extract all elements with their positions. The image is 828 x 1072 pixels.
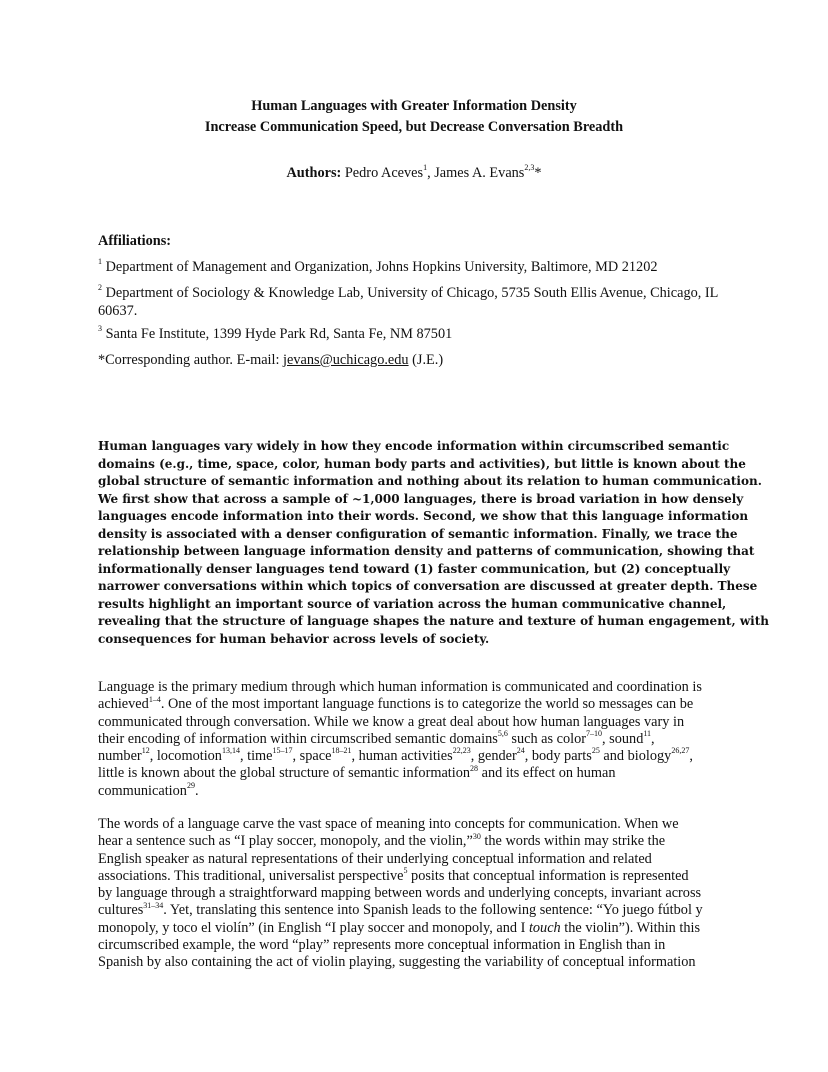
text-run: their encoding of information within circumscribed semantic domains <box>98 730 498 747</box>
affiliation-item-1 <box>98 258 738 276</box>
text-run: Language is the primary medium through which human information is communicated and coordination is <box>98 679 702 695</box>
corresponding-star: * <box>534 165 542 181</box>
citation-sup: 22,23 <box>452 746 471 756</box>
paragraph-line <box>98 679 730 696</box>
affiliation-text: Department of Management and Organization, Johns Hopkins University, Baltimore, MD 21202 <box>102 259 658 275</box>
text-run: The words of a language carve the vast space of meaning into concepts for communication. When we <box>98 816 679 832</box>
text-run: . One of the most important language functions is to categorize the world so messages can be <box>160 696 694 713</box>
citation-sup: 13,14 <box>221 746 240 756</box>
author-separator: , <box>427 165 435 181</box>
paragraph-line <box>98 937 730 954</box>
abstract-line: languages encode information into their words. Second, we show that this language information <box>98 509 749 523</box>
affiliation-text: Santa Fe Institute, 1399 Hyde Park Rd, Santa Fe, NM 87501 <box>102 326 453 342</box>
text-run: , sound <box>602 730 644 747</box>
text-run: circumscribed example, the word “play” represents more conceptual information in English than in <box>98 937 666 954</box>
citation-sup: 12 <box>141 746 150 756</box>
italic-text-run: touch <box>528 919 561 936</box>
abstract-line: revealing that the structure of language shapes the nature and texture of human engagement, with <box>98 614 769 628</box>
citation-sup: 1–4 <box>148 694 161 704</box>
citation-sup: 31–34 <box>143 900 164 910</box>
citation-sup: 24 <box>516 746 525 756</box>
affiliation-item-2 <box>98 284 738 320</box>
abstract-line: narrower conversations within which topics of conversation are discussed at greater depth. These <box>98 579 758 593</box>
citation-sup: 30 <box>472 831 481 841</box>
text-run: Spanish by also containing the act of violin playing, suggesting the variability of conceptual information <box>98 954 696 971</box>
text-run: the violin”). Within this <box>560 919 701 936</box>
text-run: . Yet, translating this sentence into Spanish leads to the following sentence: “Yo juego fútbol y <box>163 902 703 919</box>
citation-sup: 5 <box>403 866 408 876</box>
text-run: number <box>98 748 142 765</box>
paragraph-line <box>98 902 730 919</box>
citation-sup: 29 <box>186 781 195 791</box>
text-run: , <box>689 748 693 765</box>
affiliation-item-3 <box>98 325 738 343</box>
corresponding-suffix: (J.E.) <box>408 352 444 368</box>
text-run: communicated through conversation. While we know a great deal about how human languages vary in <box>98 713 685 730</box>
paragraph-line <box>98 714 730 731</box>
text-run: and its effect on human <box>478 765 616 782</box>
abstract-line: density is associated with a denser configuration of semantic information. Finally, we trace the <box>98 526 738 541</box>
citation-sup: 7–10 <box>586 729 603 739</box>
affiliation-sup: 1 <box>98 257 102 267</box>
paragraph-line <box>98 748 730 765</box>
citation-sup: 11 <box>643 729 652 739</box>
abstract-line: relationship between language information density and patterns of communication, showing that <box>98 544 755 558</box>
affiliation-sup: 3 <box>98 324 102 334</box>
text-run: the words within may strike the <box>480 833 666 850</box>
text-run: hear a sentence such as “I play soccer, monopoly, and the violin,” <box>98 833 473 850</box>
text-run: monopoly, y toco el violín” (in English “I play soccer and monopoly, and I <box>98 919 529 936</box>
body-paragraph-2 <box>98 816 730 972</box>
paragraph-line <box>98 868 730 885</box>
authors-label: Authors: <box>286 165 342 181</box>
text-run: little is known about the global structure of semantic information <box>98 765 471 782</box>
text-run: , gender <box>470 748 517 765</box>
citation-sup: 26,27 <box>671 746 690 756</box>
affiliations-heading: Affiliations: <box>98 233 172 249</box>
corresponding-prefix: *Corresponding author. E-mail: <box>98 352 284 368</box>
corresponding-author <box>98 351 738 369</box>
paragraph-line <box>98 851 730 868</box>
abstract-line: global structure of semantic information and nothing about its relation to human communication. <box>98 474 762 488</box>
affiliation-sup: 2 <box>98 283 102 293</box>
author-affil-sup-1: 1 <box>423 163 428 173</box>
text-run: by language through a straightforward mapping between words and underlying concepts, invariant across <box>98 885 702 902</box>
text-run: . <box>194 782 199 799</box>
paragraph-line <box>98 783 730 800</box>
affiliation-text: Department of Sociology & Knowledge Lab, University of Chicago, 5735 South Ellis Avenue, Chicago, IL 60637. <box>98 285 718 319</box>
author-name-2: James A. Evans <box>434 165 525 181</box>
text-run: , human activities <box>351 748 453 765</box>
citation-sup: 18–21 <box>331 746 352 756</box>
text-run: , locomotion <box>149 748 222 765</box>
paragraph-line <box>98 696 730 713</box>
text-run: , space <box>292 748 332 765</box>
text-run: cultures <box>98 902 144 919</box>
text-run: posits that conceptual information is represented <box>407 867 689 884</box>
text-run: , time <box>239 748 273 765</box>
text-run: , <box>651 730 655 747</box>
paper-title <box>0 96 828 138</box>
citation-sup: 25 <box>591 746 600 756</box>
abstract-line: We first show that across a sample of ~1,000 languages, there is broad variation in how densely <box>98 491 744 506</box>
citation-sup: 5,6 <box>497 729 508 739</box>
abstract-line: domains (e.g., time, space, color, human body parts and activities), but little is known about the <box>98 456 746 471</box>
title-line-2: Increase Communication Speed, but Decrease Conversation Breadth <box>204 119 624 135</box>
body-paragraph-1 <box>98 679 730 800</box>
title-line-1: Human Languages with Greater Information Density <box>251 98 577 114</box>
text-run: and biology <box>599 748 672 765</box>
email-link[interactable]: jevans@uchicago.edu <box>283 352 409 368</box>
paragraph-line <box>98 920 730 937</box>
abstract-line: informationally denser languages tend toward (1) faster communication, but (2) conceptually <box>98 561 731 576</box>
author-affil-sup-2: 2,3 <box>524 163 535 173</box>
text-run: English speaker as natural representations of their underlying conceptual information and related <box>98 850 652 867</box>
paragraph-line <box>98 954 730 971</box>
paragraph-line <box>98 833 730 850</box>
paragraph-line <box>98 731 730 748</box>
citation-sup: 15–17 <box>272 746 293 756</box>
abstract-line: results highlight an important source of variation across the human communicative channel, <box>98 596 727 611</box>
text-run: , body parts <box>524 748 592 765</box>
abstract <box>98 438 769 648</box>
citation-sup: 28 <box>470 763 479 773</box>
author-name-1: Pedro Aceves <box>344 165 424 181</box>
text-run: communication <box>98 782 187 799</box>
text-run: achieved <box>98 696 149 713</box>
paragraph-line <box>98 885 730 902</box>
abstract-line: consequences for human behavior across levels of society. <box>98 631 490 646</box>
text-run: such as color <box>507 730 587 747</box>
abstract-line: Human languages vary widely in how they encode information within circumscribed semantic <box>98 439 730 453</box>
authors-line <box>0 163 828 184</box>
paragraph-line <box>98 816 730 833</box>
text-run: associations. This traditional, universalist perspective <box>98 867 404 884</box>
